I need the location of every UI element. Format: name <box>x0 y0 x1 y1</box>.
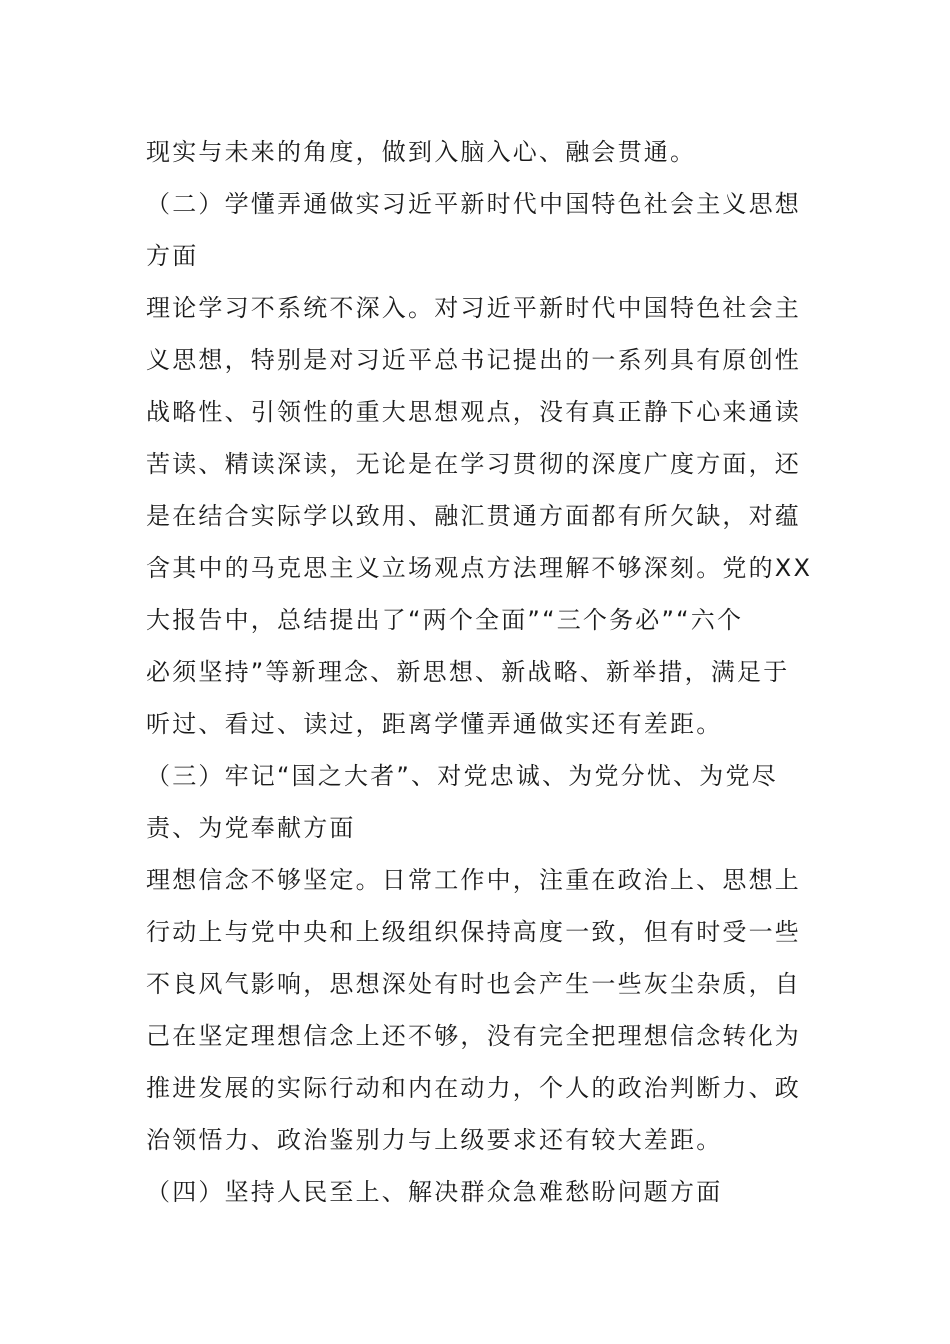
text-line: 是在结合实际学以致用、融汇贯通方面都有所欠缺，对蕴 <box>146 502 801 530</box>
text-line: 义思想，特别是对习近平总书记提出的一系列具有原创性 <box>146 346 801 374</box>
text-line: 战略性、引领性的重大思想观点，没有真正静下心来通读 <box>146 398 801 426</box>
text-line: 听过、看过、读过，距离学懂弄通做实还有差距。 <box>146 710 723 738</box>
section-heading-4: （四）坚持人民至上、解决群众急难愁盼问题方面 <box>146 1178 723 1206</box>
text-line: 大报告中，总结提出了“两个全面”“三个务必”“六个 <box>146 606 744 634</box>
text-line: 理论学习不系统不深入。对习近平新时代中国特色社会主 <box>146 294 801 322</box>
text-line: 苦读、精读深读，无论是在学习贯彻的深度广度方面，还 <box>146 450 801 478</box>
text-line: 己在坚定理想信念上还不够，没有完全把理想信念转化为 <box>146 1022 801 1050</box>
document-body <box>146 126 813 1218</box>
text-line: 现实与未来的角度，做到入脑入心、融会贯通。 <box>146 138 697 166</box>
text-line: 不良风气影响，思想深处有时也会产生一些灰尘杂质，自 <box>146 970 801 998</box>
section-heading-3: （三）牢记“国之大者”、对党忠诚、为党分忧、为党尽 <box>146 762 778 790</box>
text-line: 必须坚持”等新理念、新思想、新战略、新举措，满足于 <box>146 658 790 686</box>
text-line: 含其中的马克思主义立场观点方法理解不够深刻。党的XX <box>146 554 813 582</box>
text-line: 理想信念不够坚定。日常工作中，注重在政治上、思想上 <box>146 866 801 894</box>
section-heading-2: （二）学懂弄通做实习近平新时代中国特色社会主义思想 <box>146 190 801 218</box>
text-line: 行动上与党中央和上级组织保持高度一致，但有时受一些 <box>146 918 801 946</box>
text-line: 推进发展的实际行动和内在动力，个人的政治判断力、政 <box>146 1074 801 1102</box>
text-line: 治领悟力、政治鉴别力与上级要求还有较大差距。 <box>146 1126 723 1154</box>
section-heading-3-cont: 责、为党奉献方面 <box>146 814 356 842</box>
section-heading-2-cont: 方面 <box>146 242 199 270</box>
